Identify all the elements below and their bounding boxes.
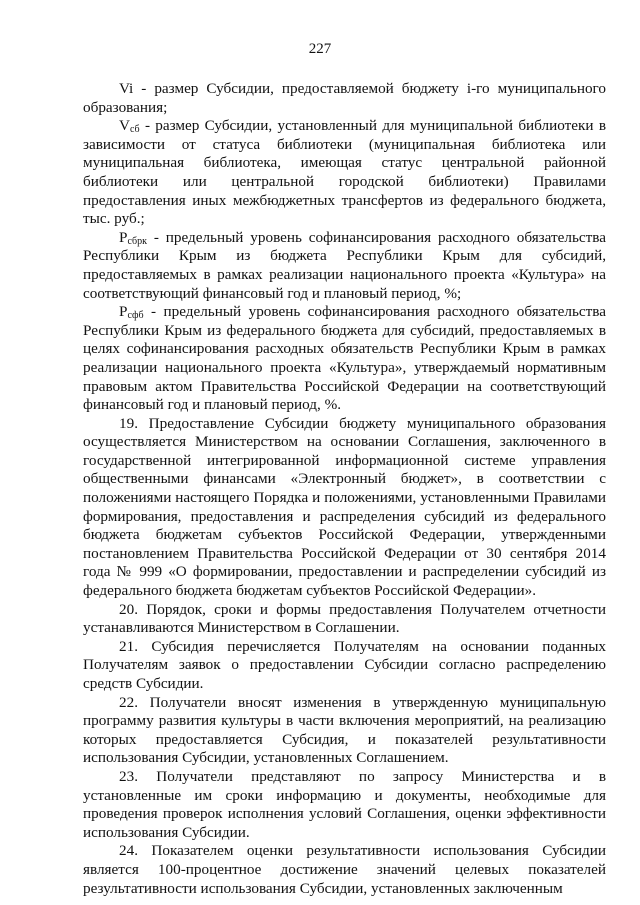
paragraph-vi-definition	[83, 80, 606, 117]
symbol-subscript: сб	[129, 124, 140, 136]
paragraph-vsb-definition	[83, 117, 606, 229]
paragraph-23: 23. Получатели представляют по запросу Министерства и в установленные им сроки информацию и документы, необходимые для проведения проверок исполнения условий Соглашения, оценки эффективности использования Субсидии.	[83, 767, 606, 841]
symbol-subscript: сбрк	[127, 235, 147, 247]
paragraph-text: - размер Субсидии, предоставляемой бюджету i-го муниципального образования;	[83, 80, 606, 116]
paragraph-24: 24. Показателем оценки результативности использования Субсидии является 100-процентное достижение значений целевых показателей результативности использования Субсидии, установленных заключенным	[83, 842, 606, 897]
symbol: P	[119, 228, 128, 246]
paragraph-22: 22. Получатели вносят изменения в утвержденную муниципальную программу развития культуры в части включения мероприятий, на реализацию которых предоставляется Субсидия, и показателей результативности использования Субсидии, установленных Соглашением.	[83, 693, 606, 767]
paragraph-text: - размер Субсидии, установленный для муниципальной библиотеки в зависимости от статуса библиотеки (муниципальная библиотека или муниципальная библиотека, имеющая статус центральной районной библиотеки или центральной городской библиотеки) Правилами предоставления иных межбюджетных трансфертов из федерального бюджета, тыс. руб.;	[83, 117, 606, 228]
page-number: 227	[308, 41, 332, 57]
paragraph-psfb-definition	[83, 303, 606, 415]
symbol: P	[119, 303, 128, 321]
symbol-subscript: сфб	[127, 310, 144, 322]
paragraph-text: - предельный уровень софинансирования расходного обязательства Республики Крым из федерального бюджета для субсидий, предоставляемых в целях софинансирования расходных обязательств Республики Крым в рамках реализации национального проекта «Культура», утверждаемый нормативным правовым актом Правительства Российской Федерации на соответствующий финансовый год и плановый период, %.	[83, 303, 606, 414]
paragraph-psbrk-definition	[83, 229, 606, 303]
symbol: V	[119, 117, 130, 135]
paragraph-text: - предельный уровень софинансирования расходного обязательства Республики Крым из бюджета Республики Крым для субсидий, предоставляемых в рамках реализации национального проекта «Культура» на соответствующий финансовый год и плановый период, %;	[83, 228, 606, 302]
symbol: Vi	[119, 80, 134, 97]
document-body	[83, 80, 606, 898]
paragraph-21: 21. Субсидия перечисляется Получателям на основании поданных Получателям заявок о предоставлении Субсидии согласно распределению средств Субсидии.	[83, 637, 606, 692]
paragraph-20: 20. Порядок, сроки и формы предоставления Получателем отчетности устанавливаются Министерством в Соглашении.	[83, 600, 606, 637]
paragraph-19: 19. Предоставление Субсидии бюджету муниципального образования осуществляется Министерством на основании Соглашения, заключенного в государственной интегрированной информационной системе управления общественными финансами «Электронный бюджет», в соответствии с положениями настоящего Порядка и положениями, установленными Правилами формирования, предоставления и распределения субсидий из федерального бюджета бюджетам субъектов Российской Федерации, утвержденными постановлением Правительства Российской Федерации от 30 сентября 2014 года № 999 «О формировании, предоставлении и распределении субсидий из федерального бюджета бюджетам субъектов Российской Федерации».	[83, 414, 606, 600]
